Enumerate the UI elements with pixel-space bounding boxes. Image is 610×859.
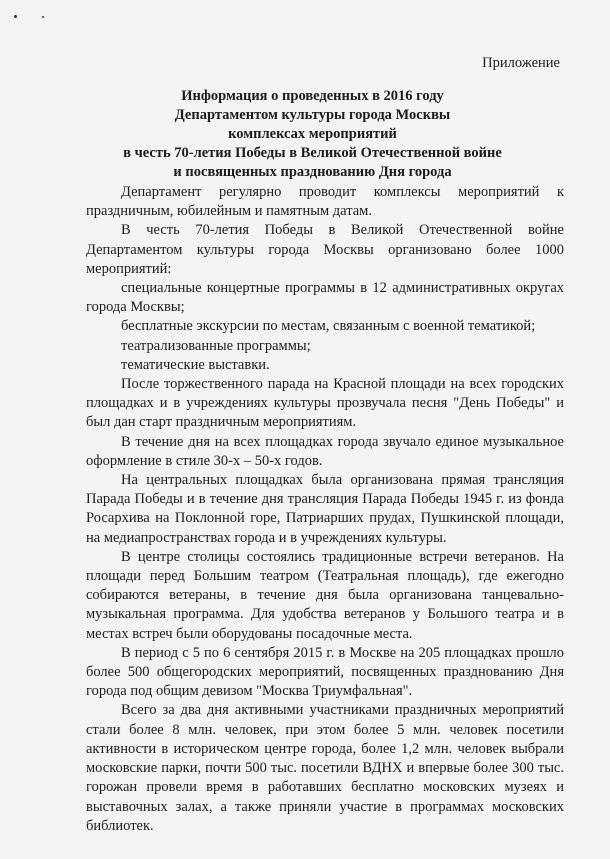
paragraph: После торжественного парада на Красной площади на всех городских площадках и в учреждениях культуры прозвучала песня "День Победы" и был дан старт праздничным мероприятиям. <box>86 376 564 431</box>
document-title <box>70 87 555 182</box>
scan-speck <box>14 15 17 18</box>
paragraph: В центре столицы состоялись традиционные встречи ветеранов. На площади перед Большим театром (Театральная площадь), где ежегодно собираются ветераны, в течение дня была организована танцевально-музыкальная программа. Для удобства ветеранов у Большого театра и в местах встреч были оборудованы посадочные места. <box>86 548 564 642</box>
paragraph: В течение дня на всех площадках города звучало единое музыкальное оформление в стиле 30-х – 50-х годов. <box>86 433 564 469</box>
annex-label: Приложение <box>482 55 560 71</box>
title-line: и посвященных празднованию Дня города <box>173 164 452 180</box>
paragraph: В период с 5 по 6 сентября 2015 г. в Москве на 205 площадках прошло более 500 общегородских мероприятий, посвященных празднованию Дня города под общим девизом "Москва Триумфальная". <box>86 644 564 700</box>
paragraph: Департамент регулярно проводит комплексы мероприятий к праздничным, юбилейным и памятным датам. <box>86 184 564 220</box>
paragraph: На центральных площадках была организована прямая трансляция Парада Победы и в течение дня трансляция Парада Победы 1945 г. из фонда Росархива на Поклонной горе, Патриарших прудах, Пушкинской площади, на медиапространствах города и в учреждениях культуры. <box>86 472 564 546</box>
list-item: бесплатные экскурсии по местам, связанным с военной тематикой; <box>121 318 536 335</box>
list-item: специальные концертные программы в 12 административных округах города Москвы; <box>86 280 564 316</box>
list-item: театрализованные программы; <box>121 337 311 354</box>
scan-speck <box>42 16 44 18</box>
title-line: в честь 70-летия Победы в Великой Отечественной войне <box>123 145 502 161</box>
list-item: тематические выставки. <box>121 356 270 373</box>
paragraph: В честь 70-летия Победы в Великой Отечественной войне Департаментом культуры города Москвы организовано более 1000 мероприятий: <box>86 222 564 277</box>
paragraph: Всего за два дня активными участниками праздничных мероприятий стали более 8 млн. человек, при этом более 5 млн. человек посетили активности в историческом центре города, более 1,2 млн. человек выбрали московские парки, почти 500 тыс. посетили ВДНХ и впервые более 300 тыс. горожан провели время в работавших бесплатно московских музеях и выставочных залах, а также приняли участие в программах московских библиотек. <box>86 702 564 834</box>
title-line: комплексах мероприятий <box>228 126 397 142</box>
document-body <box>86 183 564 836</box>
title-line: Информация о проведенных в 2016 году <box>181 88 444 104</box>
title-line: Департаментом культуры города Москвы <box>174 107 451 123</box>
